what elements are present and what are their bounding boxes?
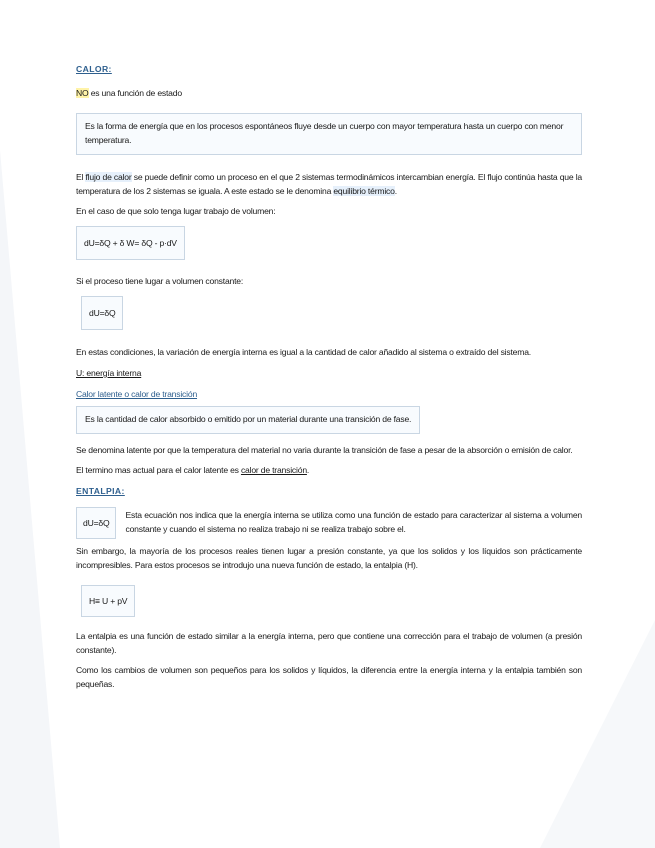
ecuacion-explanation: Esta ecuación nos indica que la energía interna se utiliza como una función de estado para caracterizar al sistema a volumen constante y cuando el sistema no realiza trabajo ni se realiza trabajo sobre el.	[125, 510, 582, 534]
calor-state-line: NO es una función de estado	[76, 88, 182, 98]
document-body	[76, 62, 582, 691]
formula-du-dq: dU=δQ	[89, 308, 116, 318]
highlight-no: NO	[76, 88, 89, 98]
sin-embargo-paragraph: Sin embargo, la mayoría de los procesos reales tienen lugar a presión constante, ya que los solidos y los líquidos son prácticamente incompresibles. Para estos procesos se introdujo una nueva función de estado, la entalpia (H).	[76, 546, 582, 570]
cambios-paragraph: Como los cambios de volumen son pequeños para los solidos y líquidos, la diferencia entre la energía interna y la entalpia también son pequeñas.	[76, 665, 582, 689]
entalpia-definition: La entalpia es una función de estado similar a la energía interna, pero que contiene una corrección para el trabajo de volumen (a presión constante).	[76, 631, 582, 655]
latente-explanation: Se denomina latente por que la temperatura del material no varia durante la transición de fase a pesar de la absorción o emisión de calor.	[76, 445, 573, 455]
flujo-paragraph: El flujo de calor se puede definir como un proceso en el que 2 sistemas termodinámicos intercambian energía. El flujo continúa hasta que la temperatura de los 2 sistemas se iguala. A este estado se le denomina equilibrio térmico.	[76, 172, 582, 196]
equilibrio-termico-term: equilibrio térmico	[333, 186, 395, 196]
formula-entalpia-h-box	[81, 585, 135, 617]
volumen-intro: En el caso de que solo tenga lugar trabajo de volumen:	[76, 206, 276, 216]
calor-definition-text: Es la forma de energía que en los procesos espontáneos fluye desde un cuerpo con mayor temperatura hasta un cuerpo con menor temperatura.	[85, 121, 564, 145]
ecuacion-row	[76, 507, 582, 539]
calor-latente-definition-box	[76, 406, 420, 434]
calor-heading: CALOR:	[76, 64, 112, 74]
volumen-constante-line: Si el proceso tiene lugar a volumen constante:	[76, 276, 244, 286]
flujo-de-calor-term: flujo de calor	[85, 172, 132, 182]
condiciones-paragraph: En estas condiciones, la variación de energía interna es igual a la cantidad de calor añadido al sistema o extraído del sistema.	[76, 347, 531, 357]
formula-du-dq-box	[81, 296, 123, 330]
energia-interna-line: U: energía interna	[76, 368, 142, 378]
entalpia-heading: ENTALPIA:	[76, 486, 125, 496]
calor-latente-title[interactable]: Calor latente o calor de transición	[76, 389, 198, 399]
formula-du-work-box	[76, 226, 185, 260]
calor-definition-box	[76, 113, 582, 155]
calor-latente-definition: Es la cantidad de calor absorbido o emitido por un material durante una transición de fase.	[85, 414, 412, 424]
calor-de-transicion-term: calor de transición	[240, 465, 307, 475]
formula-entalpia-du: dU=δQ	[83, 518, 110, 528]
formula-entalpia-du-box	[76, 507, 116, 539]
termino-actual-line: El termino mas actual para el calor latente es calor de transición.	[76, 465, 310, 475]
formula-entalpia-h: H≡ U + pV	[89, 596, 128, 606]
formula-du-work: dU=δQ + δ W= δQ - p·dV	[84, 238, 177, 248]
